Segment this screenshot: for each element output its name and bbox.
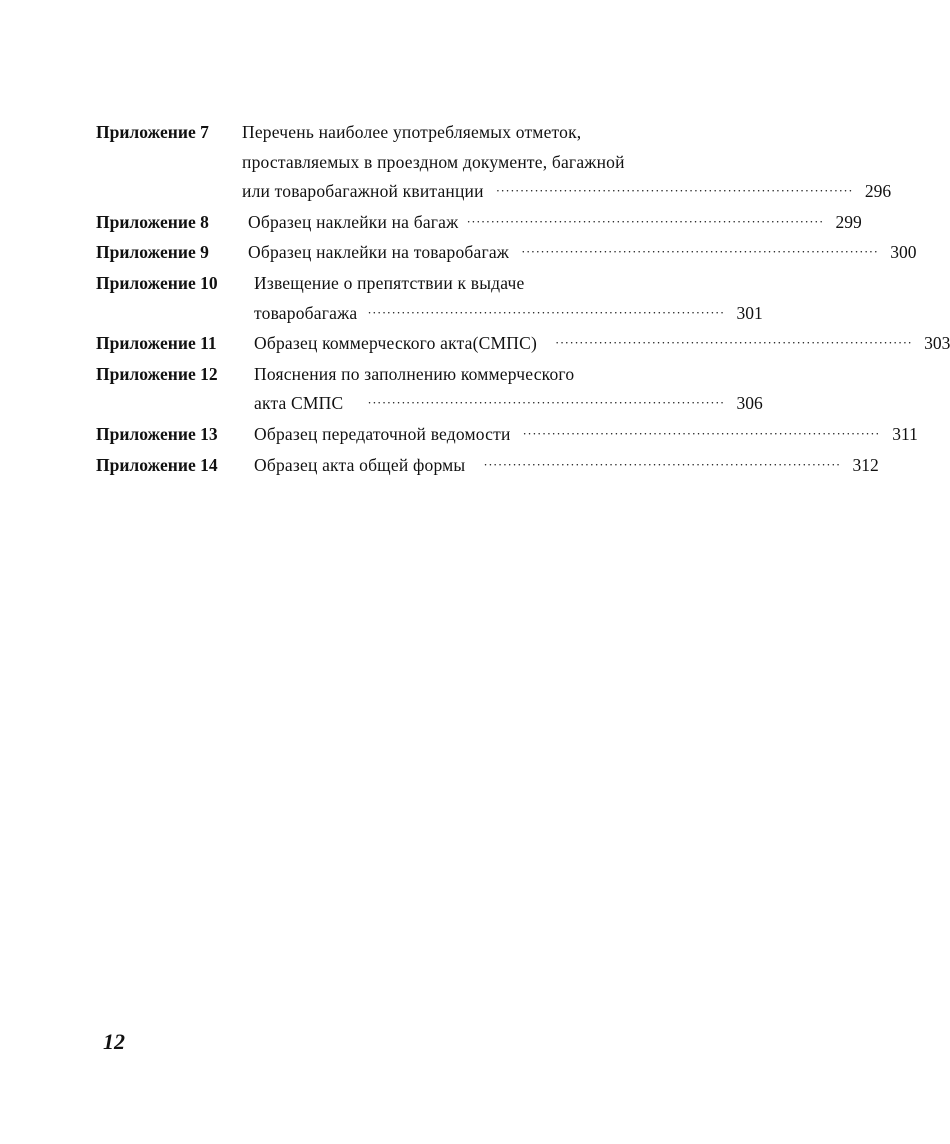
dot-leader: ·········································································· (495, 183, 854, 199)
dot-leader: ·········································································· (483, 456, 841, 472)
page-reference: 306 (736, 393, 763, 414)
entry-body (254, 269, 763, 329)
entry-title-line: или товаробагажной квитанции (242, 181, 484, 202)
dot-leader: ·········································································· (522, 425, 880, 441)
appendix-label: Приложение 14 (96, 454, 218, 475)
toc-entry-appendix-11 (96, 329, 950, 360)
entry-body (254, 329, 950, 360)
dot-leader: ·········································································· (466, 213, 824, 229)
page-reference: 299 (835, 211, 862, 232)
table-of-contents (96, 118, 950, 481)
entry-body (242, 118, 892, 208)
entry-body (254, 451, 879, 482)
entry-last-line (242, 177, 892, 208)
page-reference: 311 (892, 423, 918, 444)
dot-leader: ·········································································· (367, 304, 725, 320)
entry-last-line (254, 451, 879, 482)
entry-title-line: акта СМПС (254, 393, 344, 414)
entry-body (248, 238, 917, 269)
entry-title-line: Перечень наиболее употребляемых отметок, (242, 122, 582, 142)
page-reference: 303 (924, 333, 950, 354)
entry-title-line: товаробагажа (254, 302, 358, 323)
dot-leader: ·········································································· (367, 395, 725, 411)
entry-title-line: Образец наклейки на багаж (248, 211, 459, 232)
page-reference: 296 (864, 181, 892, 202)
entry-body (254, 420, 918, 451)
toc-entry-appendix-7 (96, 118, 892, 208)
appendix-label: Приложение 8 (96, 211, 209, 232)
entry-last-line (254, 389, 763, 420)
toc-entry-appendix-9 (96, 238, 917, 269)
entry-last-line (254, 299, 763, 330)
entry-last-line (254, 420, 918, 451)
entry-body (248, 208, 862, 239)
entry-title-line: проставляемых в проездном документе, багажной (242, 151, 625, 172)
entry-title-line: Образец наклейки на товаробагаж (248, 242, 510, 263)
dot-leader: ·········································································· (555, 335, 913, 351)
page-number: 12 (103, 1029, 125, 1054)
toc-entry-appendix-8 (96, 208, 862, 239)
entry-title-line: Образец акта общей формы (254, 454, 466, 475)
entry-title-line: Извещение о препятствии к выдаче (254, 272, 525, 293)
toc-entry-appendix-10 (96, 269, 763, 329)
entry-last-line (254, 329, 950, 360)
dot-leader: ·········································································· (521, 244, 879, 260)
appendix-label: Приложение 12 (96, 363, 218, 384)
appendix-label: Приложение 9 (96, 242, 209, 263)
appendix-label: Приложение 10 (96, 272, 218, 293)
entry-title-line: Образец передаточной ведомости (254, 423, 511, 444)
page-reference: 312 (852, 454, 879, 475)
toc-entry-appendix-14 (96, 451, 879, 482)
appendix-label: Приложение 11 (96, 333, 217, 354)
entry-body (254, 360, 763, 420)
entry-last-line (248, 238, 917, 269)
toc-entry-appendix-12 (96, 360, 763, 420)
entry-title-line: Образец коммерческого акта(СМПС) (254, 333, 538, 354)
appendix-label: Приложение 7 (96, 122, 209, 142)
entry-title-line: Пояснения по заполнению коммерческого (254, 363, 575, 384)
appendix-label: Приложение 13 (96, 423, 218, 444)
page-reference: 301 (736, 302, 763, 323)
entry-last-line (248, 208, 862, 239)
page-reference: 300 (890, 242, 917, 263)
toc-entry-appendix-13 (96, 420, 918, 451)
